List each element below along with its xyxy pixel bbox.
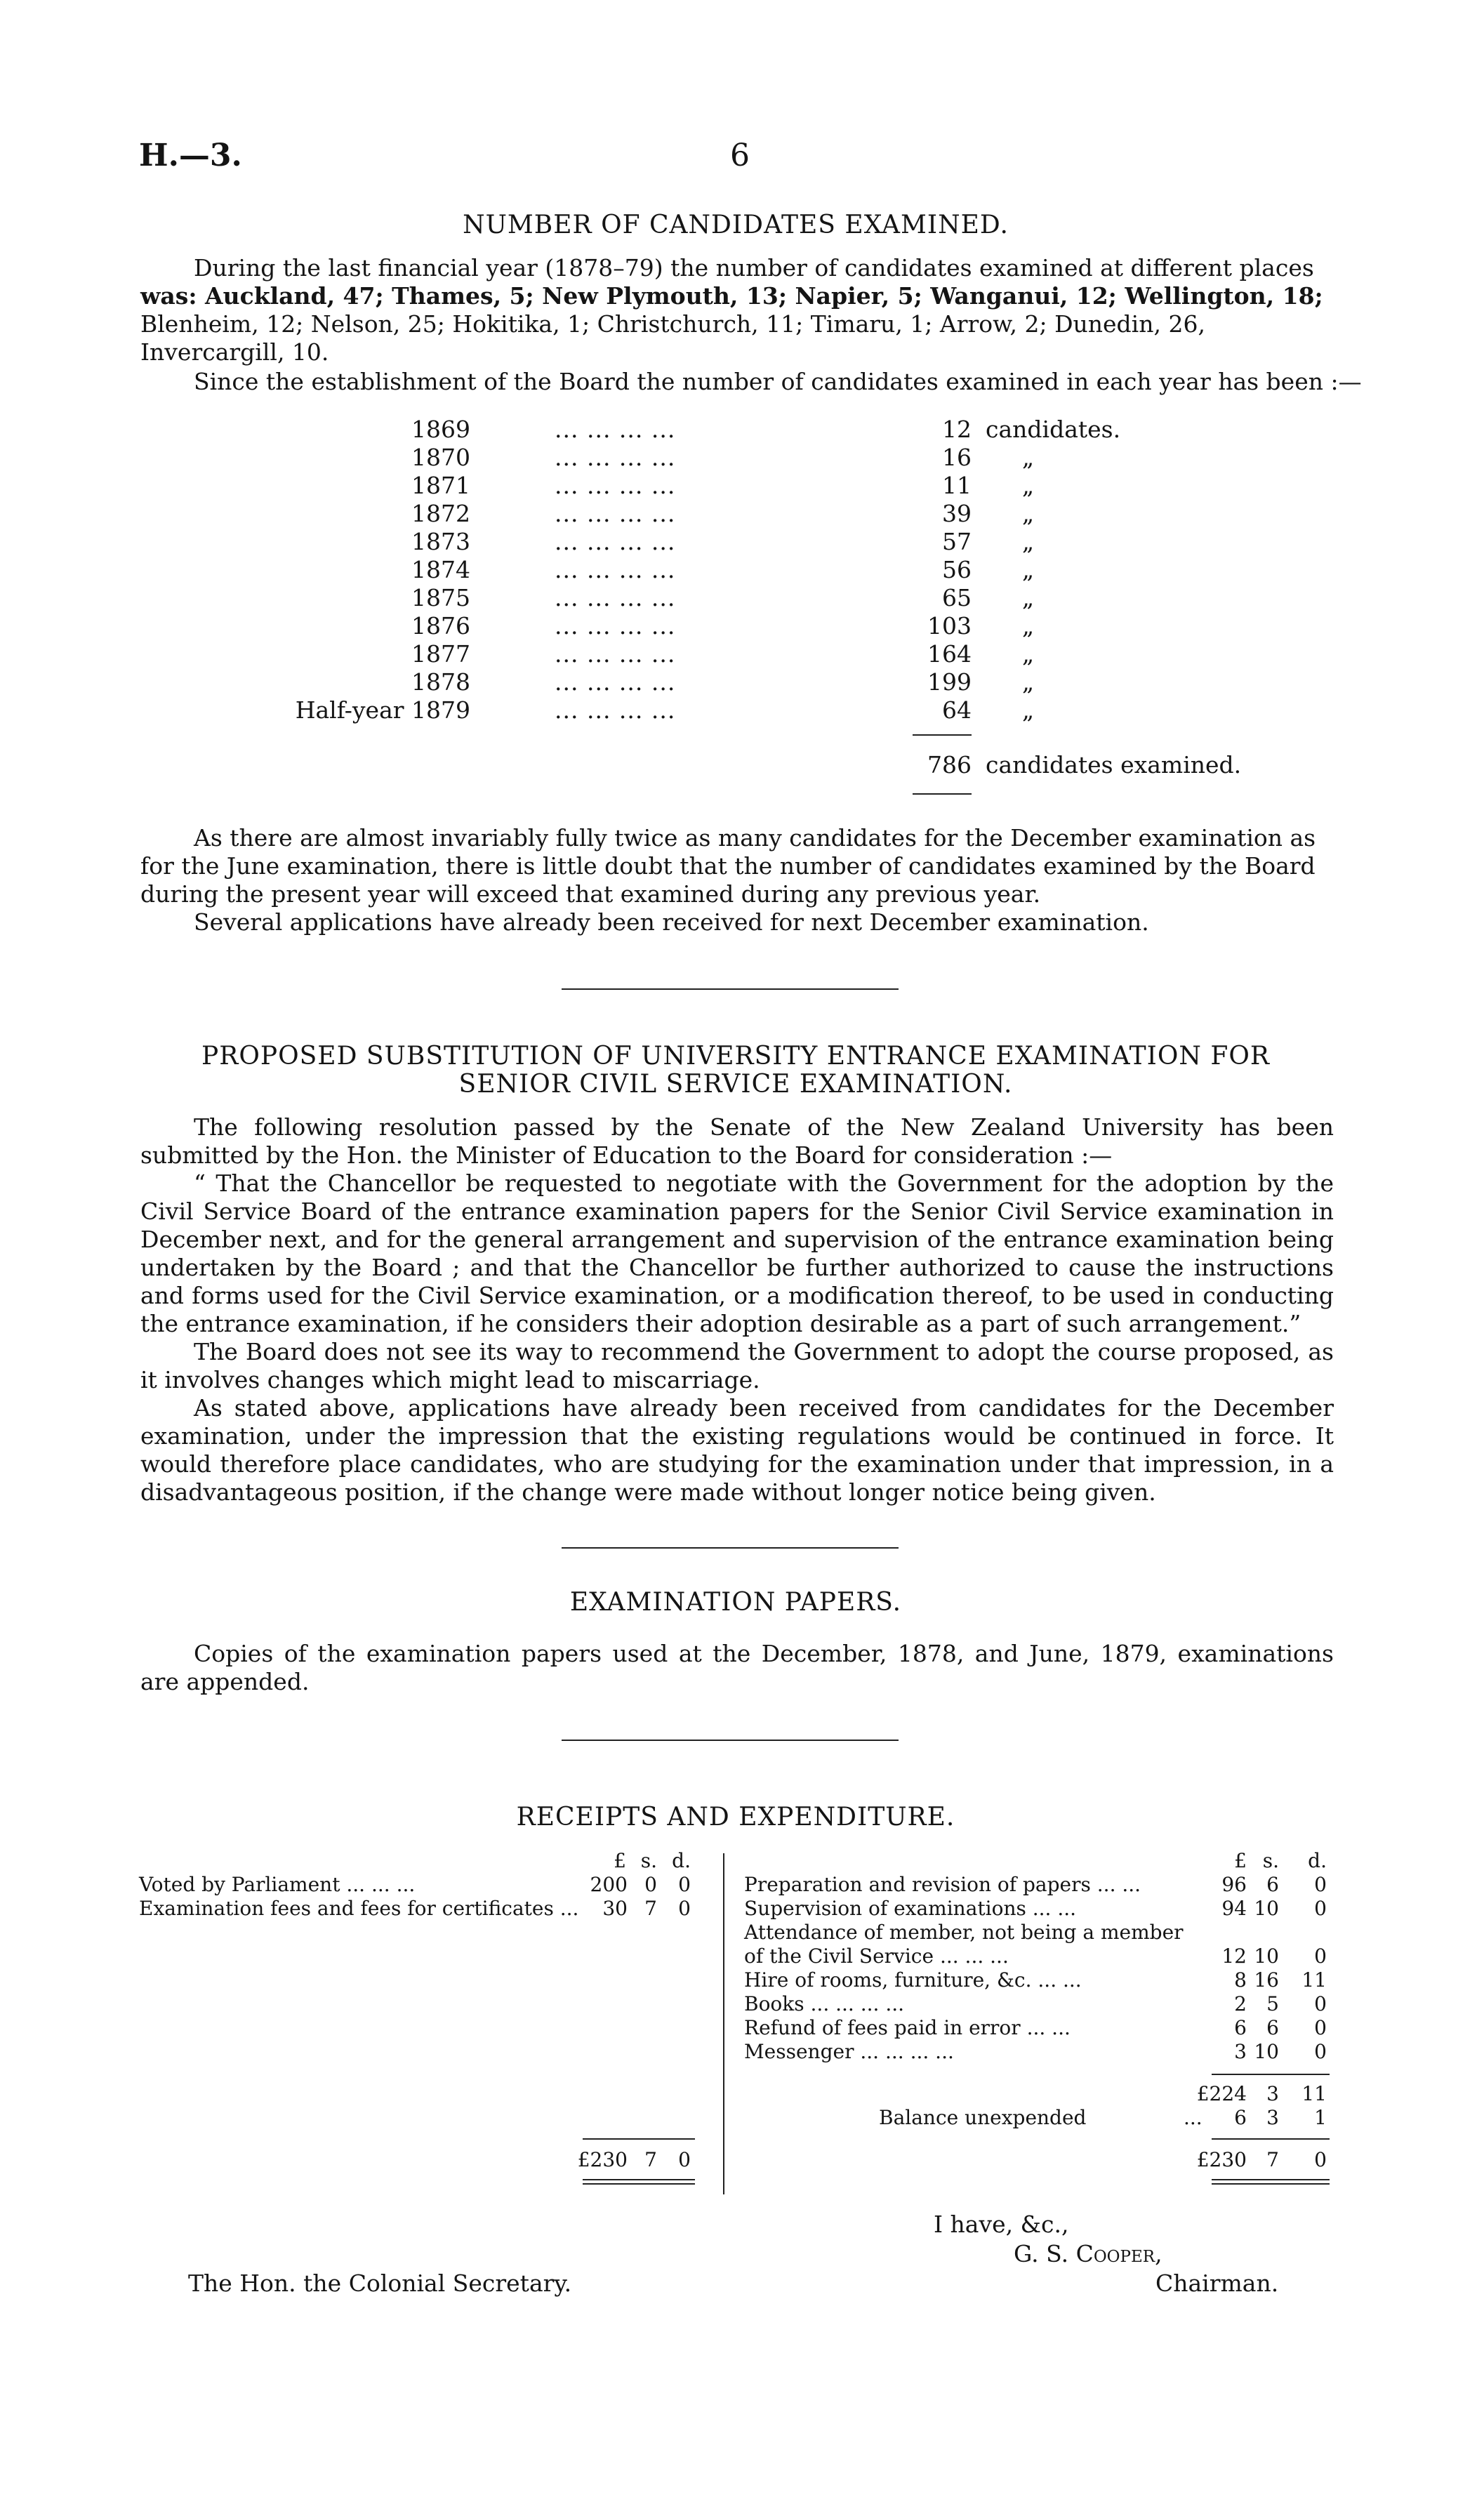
year-row: [0, 584, 1484, 612]
senate-resolution: “ That the Chancellor be requested to negotiate with the Government for the adoption by the Civil Service Board of the entrance examination papers for the Senior Civil Service examination in December next, and for the general arrangement and supervision of the entrance examination being undertaken by the Board ; and that the Chancellor be further authorized to cause the instructions and forms used for the Civil Service examination, or a modification thereof, to be used in conducting the entrance examination, if he considers their adoption desirable as a part of such arrangement.”: [140, 1170, 1334, 1337]
leader-dots: ... ... ... ...: [555, 696, 676, 724]
candidates-intro: [140, 254, 1334, 366]
signatory-role: Chairman.: [1155, 2270, 1279, 2297]
board-reasoning: As stated above, applications have already been received from candidates for the December examination, under the impression that the existing regulations would be continued in force. It would therefore place candidates, who are studying for the examination under that impression, in a disadvantageous position, if the change were made without longer notice being given.: [140, 1394, 1334, 1506]
section-title-accounts: RECEIPTS AND EXPENDITURE.: [516, 1803, 955, 1831]
expense-pence: 0: [1314, 1873, 1327, 1896]
expense-pence: 0: [1314, 2040, 1327, 2063]
intro-line: Blenheim, 12; Nelson, 25; Hokitika, 1; Christchurch, 11; Timaru, 1; Arrow, 2; Dunedin, 26,: [140, 310, 1205, 338]
subtotal-pence: 11: [1301, 2082, 1327, 2105]
total-rule-bottom: [913, 793, 972, 795]
year-label: 1873: [411, 528, 470, 555]
candidates-after: [140, 824, 1334, 936]
expense-pence: 0: [1314, 2016, 1327, 2039]
year-count: 164: [927, 640, 972, 668]
col-shillings: s.: [1262, 1849, 1279, 1872]
receipt-shillings: 0: [644, 1873, 657, 1896]
year-count: 199: [927, 668, 972, 696]
receipt-label: Examination fees and fees for certificates ...: [139, 1897, 579, 1920]
expenditure-total-shillings: 7: [1266, 2148, 1279, 2171]
year-count: 12: [942, 416, 972, 443]
section-divider: [562, 988, 899, 990]
year-unit: „: [1022, 444, 1035, 471]
year-label: 1875: [411, 584, 470, 611]
balance-pence: 1: [1314, 2106, 1327, 2129]
receipts-total-rule: [583, 2138, 695, 2140]
receipts-double-rule: [583, 2183, 695, 2185]
col-pence: d.: [672, 1849, 691, 1872]
year-count: 57: [942, 528, 972, 555]
expense-shillings: 16: [1254, 1968, 1279, 1992]
year-unit: „: [1022, 696, 1035, 724]
year-unit: „: [1022, 668, 1035, 696]
expense-pence: 0: [1314, 1992, 1327, 2015]
salutation: I have, &c.,: [934, 2211, 1069, 2238]
year-row: [0, 556, 1484, 584]
expense-shillings: 6: [1266, 1873, 1279, 1896]
receipts-total-pounds: £230: [577, 2148, 628, 2171]
year-row: [0, 696, 1484, 724]
expense-label: Books ... ... ... ...: [744, 1992, 905, 2015]
expense-label: Attendance of member, not being a member: [744, 1921, 1184, 1944]
year-count: 103: [927, 612, 972, 640]
intro-line: During the last financial year (1878–79) the number of candidates examined at different places: [194, 254, 1314, 281]
intro-line: Invercargill, 10.: [140, 338, 329, 366]
expenditure-double-rule: [1212, 2183, 1330, 2185]
balance-shillings: 3: [1266, 2106, 1279, 2129]
year-label: 1878: [411, 668, 470, 696]
expense-label: of the Civil Service ... ... ...: [744, 1945, 1009, 1968]
since-line: Since the establishment of the Board the number of candidates examined in each year has been :—: [194, 368, 1362, 395]
page-number: 6: [730, 138, 750, 173]
col-pound: £: [614, 1849, 626, 1872]
series-code: H.—3.: [139, 138, 242, 173]
expense-pounds: 8: [1234, 1968, 1247, 1992]
expenditure-total-pounds: £230: [1196, 2148, 1247, 2171]
section-title-candidates: NUMBER OF CANDIDATES EXAMINED.: [463, 211, 1009, 239]
year-row: [0, 472, 1484, 500]
year-total-row: [0, 751, 1484, 779]
year-count: 11: [942, 472, 972, 499]
year-count: 56: [942, 556, 972, 583]
year-label: 1871: [411, 472, 470, 499]
leader-dots: ... ... ... ...: [555, 528, 676, 555]
signatory: G. S. Cooper,: [1014, 2240, 1162, 2267]
after-line: As there are almost invariably fully twice as many candidates for the December examination as: [194, 824, 1316, 852]
expense-label: Messenger ... ... ... ...: [744, 2040, 954, 2063]
receipts-total-shillings: 7: [644, 2148, 657, 2171]
year-label: 1876: [411, 612, 470, 640]
subtotal-shillings: 3: [1266, 2082, 1279, 2105]
account-divider: [723, 1853, 724, 2194]
expense-pounds: 96: [1221, 1873, 1247, 1896]
leader-dots: ... ... ... ...: [555, 640, 676, 668]
total-rule: [913, 734, 972, 736]
year-row: [0, 444, 1484, 472]
expense-shillings: 10: [1254, 1945, 1279, 1968]
applications-line: Several applications have already been received for next December examination.: [194, 908, 1149, 936]
year-unit: „: [1022, 500, 1035, 527]
year-label: Half-year 1879: [295, 696, 470, 724]
total-count: 786: [927, 751, 972, 779]
substitution-intro: The following resolution passed by the Senate of the New Zealand University has been submitted by the Hon. the Minister of Education to the Board for consideration :—: [140, 1113, 1334, 1169]
year-label: 1872: [411, 500, 470, 527]
receipts-total-pence: 0: [678, 2148, 691, 2171]
expense-shillings: 5: [1266, 1992, 1279, 2015]
total-label: candidates examined.: [986, 751, 1242, 779]
year-count: 16: [942, 444, 972, 471]
year-unit: „: [1022, 556, 1035, 583]
receipt-label: Voted by Parliament ... ... ...: [139, 1873, 416, 1896]
receipts-double-rule: [583, 2179, 695, 2180]
year-unit: „: [1022, 584, 1035, 611]
year-unit: „: [1022, 612, 1035, 640]
receipt-pounds: 30: [602, 1897, 628, 1920]
expense-label: Refund of fees paid in error ... ...: [744, 2016, 1071, 2039]
expense-pence: 0: [1314, 1897, 1327, 1920]
year-label: 1870: [411, 444, 470, 471]
col-pound: £: [1234, 1849, 1247, 1872]
after-line: for the June examination, there is little doubt that the number of candidates examined by the Board: [140, 852, 1316, 880]
leader-dots: ... ... ... ...: [555, 416, 676, 443]
expenditure-double-rule: [1212, 2179, 1330, 2180]
expenditure-total-pence: 0: [1314, 2148, 1327, 2171]
year-row: [0, 612, 1484, 640]
receipt-pence: 0: [678, 1897, 691, 1920]
expense-shillings: 6: [1266, 2016, 1279, 2039]
year-row: [0, 500, 1484, 528]
after-line: during the present year will exceed that examined during any previous year.: [140, 880, 1041, 908]
expense-shillings: 10: [1254, 1897, 1279, 1920]
section-divider: [562, 1547, 899, 1549]
expense-label: Hire of rooms, furniture, &c. ... ...: [744, 1968, 1082, 1992]
leader-dots: ... ... ... ...: [555, 556, 676, 583]
expense-label: Preparation and revision of papers ... ...: [744, 1873, 1141, 1896]
expense-pounds: 2: [1234, 1992, 1247, 2015]
expenditure-total-rule: [1212, 2138, 1330, 2140]
year-unit: „: [1022, 472, 1035, 499]
expense-shillings: 10: [1254, 2040, 1279, 2063]
year-label: 1874: [411, 556, 470, 583]
year-row: [0, 668, 1484, 696]
leader-dots: ... ... ... ...: [555, 444, 676, 471]
expense-label: Supervision of examinations ... ...: [744, 1897, 1077, 1920]
expense-pounds: 6: [1234, 2016, 1247, 2039]
expense-pence: 11: [1301, 1968, 1327, 1992]
addressee: The Hon. the Colonial Secretary.: [188, 2270, 572, 2297]
section-title-substitution: PROPOSED SUBSTITUTION OF UNIVERSITY ENTRANCE EXAMINATION FOR: [201, 1042, 1270, 1071]
expense-pence: 0: [1314, 1945, 1327, 1968]
leader-dots: ... ... ... ...: [555, 612, 676, 640]
papers-text: Copies of the examination papers used at the December, 1878, and June, 1879, examinations are appended.: [140, 1640, 1334, 1695]
leader-dots: ... ... ... ...: [555, 584, 676, 611]
col-pence: d.: [1308, 1849, 1327, 1872]
year-row: [0, 528, 1484, 556]
balance-dots: ...: [1184, 2106, 1203, 2129]
year-unit: „: [1022, 640, 1035, 668]
subtotal-pounds: £224: [1196, 2082, 1247, 2105]
year-unit: candidates.: [986, 416, 1121, 443]
year-unit: „: [1022, 528, 1035, 555]
expense-pounds: 12: [1221, 1945, 1247, 1968]
col-shillings: s.: [640, 1849, 657, 1872]
leader-dots: ... ... ... ...: [555, 500, 676, 527]
balance-label: Balance unexpended: [879, 2106, 1087, 2129]
section-subtitle-substitution: SENIOR CIVIL SERVICE EXAMINATION.: [458, 1070, 1013, 1099]
section-title-papers: EXAMINATION PAPERS.: [569, 1588, 902, 1617]
receipt-pounds: 200: [590, 1873, 628, 1896]
section-divider: [562, 1740, 899, 1741]
receipt-pence: 0: [678, 1873, 691, 1896]
intro-line: was: Auckland, 47; Thames, 5; New Plymouth, 13; Napier, 5; Wanganui, 12; Wellington, 18;: [140, 282, 1323, 310]
year-count: 39: [942, 500, 972, 527]
year-row: [0, 640, 1484, 668]
leader-dots: ... ... ... ...: [555, 472, 676, 499]
board-response: The Board does not see its way to recommend the Government to adopt the course proposed, as it involves changes which might lead to miscarriage.: [140, 1338, 1334, 1393]
receipt-shillings: 7: [644, 1897, 657, 1920]
leader-dots: ... ... ... ...: [555, 668, 676, 696]
year-row: [0, 416, 1484, 444]
subtotal-rule: [1212, 2074, 1330, 2075]
year-label: 1877: [411, 640, 470, 668]
year-label: 1869: [411, 416, 470, 443]
balance-pounds: 6: [1234, 2106, 1247, 2129]
year-count: 64: [942, 696, 972, 724]
expense-pounds: 3: [1234, 2040, 1247, 2063]
year-count: 65: [942, 584, 972, 611]
expense-pounds: 94: [1221, 1897, 1247, 1920]
